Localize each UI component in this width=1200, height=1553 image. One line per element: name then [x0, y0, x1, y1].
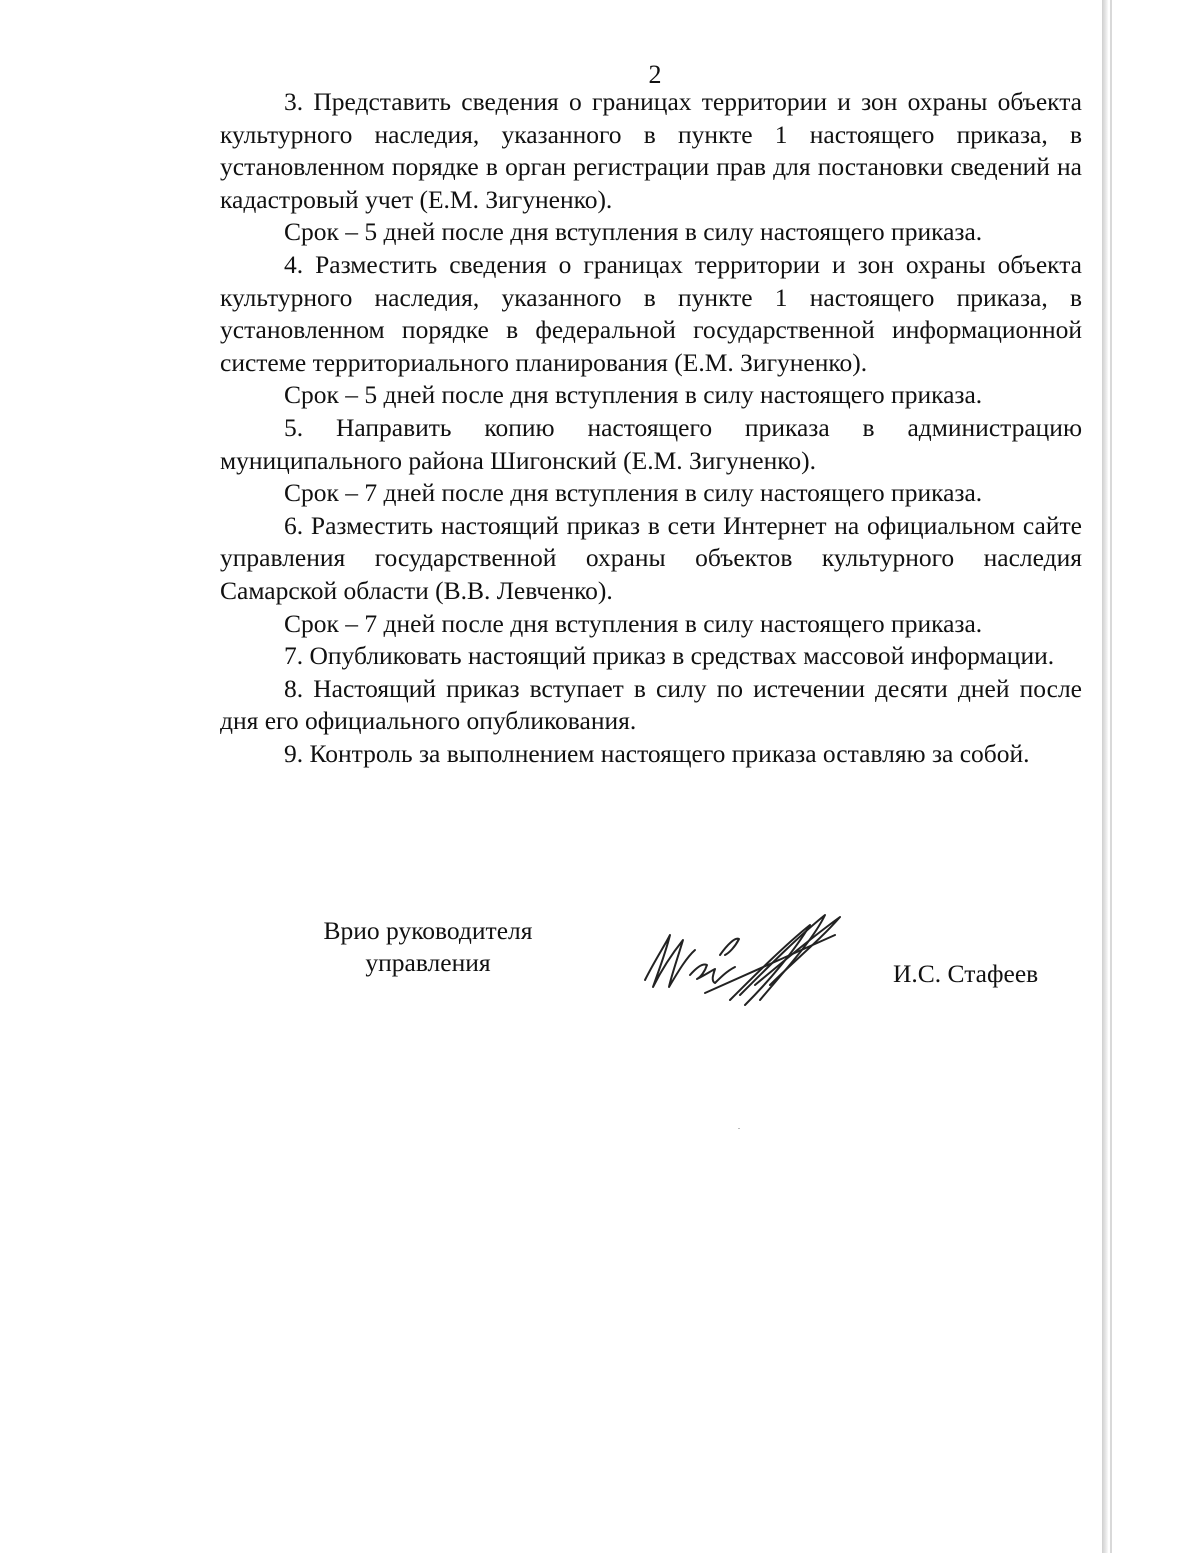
paragraph-item-6: 6. Разместить настоящий приказ в сети Интернет на официальном сайте управления государственной охраны объектов культурного наследия Самарской области (В.В. Левченко). [220, 510, 1082, 605]
signatory-title-line2: управления [365, 948, 491, 977]
paragraph-item-9: 9. Контроль за выполнением настоящего приказа оставляю за собой. [284, 738, 1030, 768]
deadline-item-3: Срок – 5 дней после дня вступления в силу настоящего приказа. [284, 217, 983, 247]
handwritten-signature [635, 905, 850, 1015]
paragraph-item-8: 8. Настоящий приказ вступает в силу по истечении десяти дней после дня его официального опубликования. [220, 673, 1082, 736]
signatory-title-line1: Врио руководителя [323, 916, 533, 945]
paragraph-item-5: 5. Направить копию настоящего приказа в администрацию муниципального района Шигонский (Е.М. Зигуненко). [220, 412, 1082, 475]
scan-edge [1102, 0, 1108, 1553]
deadline-item-5: Срок – 7 дней после дня вступления в силу настоящего приказа. [284, 478, 983, 508]
scan-edge-line [1110, 0, 1112, 1553]
paragraph-item-3: 3. Представить сведения о границах территории и зон охраны объекта культурного наследия, указанного в пункте 1 настоящего приказа, в установленном порядке в орган регистрации прав для постановки сведений на кадастровый учет (Е.М. Зигуненко). [220, 87, 1082, 214]
deadline-item-4: Срок – 5 дней после дня вступления в силу настоящего приказа. [284, 380, 983, 410]
signatory-name: И.С. Стафеев [893, 959, 1039, 988]
scan-speck [738, 1128, 740, 1129]
page-number: 2 [648, 60, 662, 89]
deadline-item-6: Срок – 7 дней после дня вступления в силу настоящего приказа. [284, 608, 983, 638]
paragraph-item-4: 4. Разместить сведения о границах территории и зон охраны объекта культурного наследия, указанного в пункте 1 настоящего приказа, в установленном порядке в федеральной государственной информационной системе территориального планирования (Е.М. Зигуненко). [220, 249, 1082, 377]
document-body [220, 86, 1082, 770]
paragraph-item-7: 7. Опубликовать настоящий приказ в средствах массовой информации. [284, 641, 1055, 671]
signatory-title [318, 915, 538, 979]
